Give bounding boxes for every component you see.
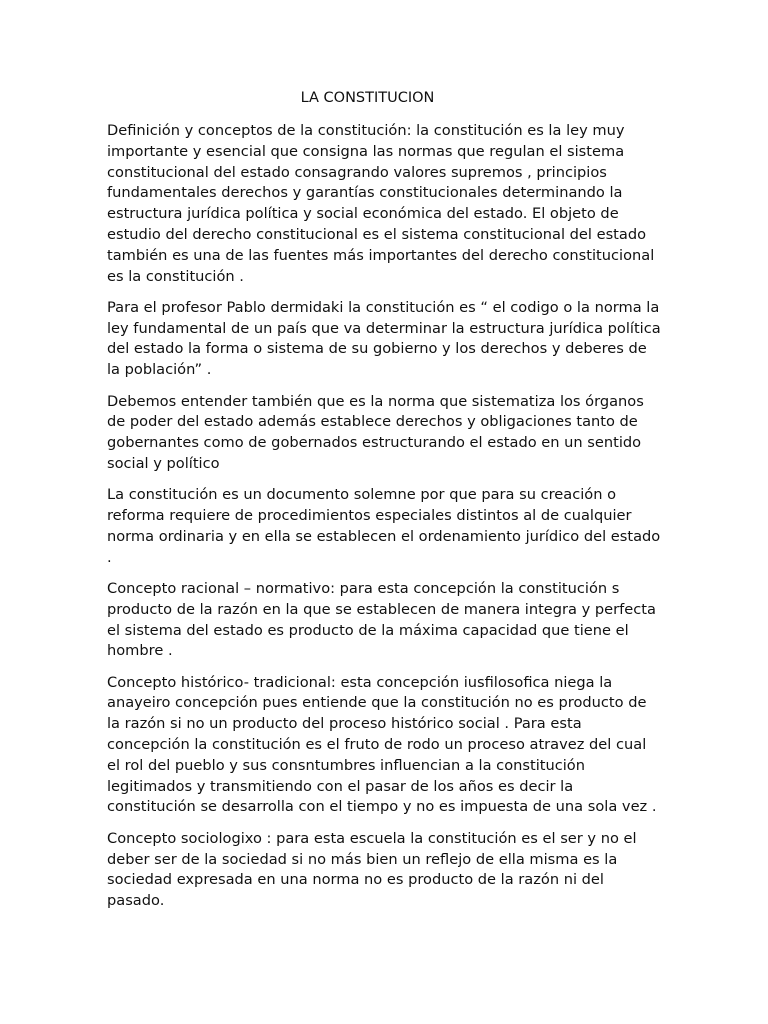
- paragraph-pablo-dermidaki: Para el profesor Pablo dermidaki la constitución es “ el codigo o la norma la ley fundamental de un país que va determinar la estructura jurídica política del estado la forma o sistema de su gobierno y los derechos y deberes de la población” .: [107, 298, 661, 379]
- document-body: [107, 121, 663, 922]
- paragraph-debemos-entender: Debemos entender también que es la norma que sistematiza los órganos de poder del estado además establece derechos y obligaciones tanto de gobernantes como de gobernados estructurando el estado en un sentido social y político: [107, 392, 644, 472]
- paragraph-concepto-historico: Concepto histórico- tradicional: esta concepción iusfilosofica niega la anayeiro concepción pues entiende que la constitución no es producto de la razón si no un producto del proceso histórico social . Para esta concepción la constitución es el fruto de rodo un proceso atravez del cual el rol del pueblo y sus consntumbres influencian a la constitución legitimados y transmitiendo con el pasar de los años es decir la constitución se desarrolla con el tiempo y no es impuesta de una sola vez .: [107, 673, 657, 816]
- paragraph-definicion: Definición y conceptos de la constitución: la constitución es la ley muy importante y esencial que consigna las normas que regulan el sistema constitucional del estado consagrando valores supremos , principios fundamentales derechos y garantías constitucionales determinando la estructura jurídica política y social económica del estado. El objeto de estudio del derecho constitucional es el sistema constitucional del estado también es una de las fuentes más importantes del derecho constitucional es la constitución .: [107, 122, 655, 285]
- paragraph-concepto-sociologico: Concepto sociologixo : para esta escuela la constitución es el ser y no el deber ser de la sociedad si no más bien un reflejo de ella misma es la sociedad expresada en una norma no es producto de la razón ni del pasado.: [107, 829, 637, 910]
- paragraph-concepto-racional: Concepto racional – normativo: para esta concepción la constitución s producto de la razón en la que se establecen de manera integra y perfecta el sistema del estado es producto de la máxima capacidad que tiene el hombre .: [107, 579, 656, 660]
- page-title: LA CONSTITUCION: [300, 90, 435, 106]
- paragraph-documento-solemne: La constitución es un documento solemne por que para su creación o reforma requiere de procedimientos especiales distintos al de cualquier norma ordinaria y en ella se establecen el ordenamiento jurídico del estado .: [107, 486, 661, 566]
